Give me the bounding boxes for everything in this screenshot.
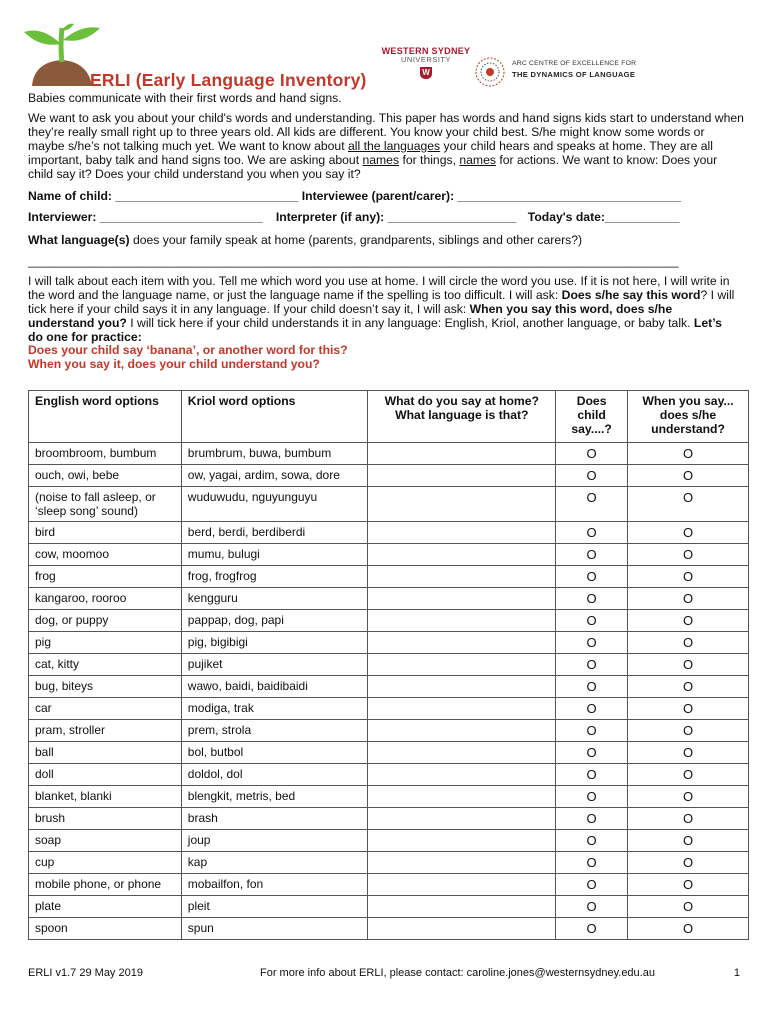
understands-circle[interactable]: O [628, 632, 749, 654]
english-cell: cat, kitty [29, 654, 182, 676]
arc-network-icon [474, 56, 506, 88]
header-home-word: What do you say at home? What language is that? [368, 391, 556, 443]
says-circle[interactable]: O [556, 544, 628, 566]
says-circle[interactable]: O [556, 676, 628, 698]
english-cell: spoon [29, 918, 182, 940]
kriol-cell[interactable]: bol, butbol [181, 742, 368, 764]
kriol-cell[interactable]: wuduwudu, nguyunguyu [181, 487, 368, 522]
kriol-cell[interactable]: pig, bigibigi [181, 632, 368, 654]
kriol-cell[interactable]: ow, yagai, ardim, sowa, dore [181, 465, 368, 487]
kriol-cell[interactable]: modiga, trak [181, 698, 368, 720]
table-row [29, 720, 749, 742]
understands-circle[interactable]: O [628, 698, 749, 720]
kriol-cell[interactable]: mumu, bulugi [181, 544, 368, 566]
home-word-cell[interactable] [368, 830, 556, 852]
understands-circle[interactable]: O [628, 764, 749, 786]
home-word-cell[interactable] [368, 742, 556, 764]
home-word-cell[interactable] [368, 852, 556, 874]
kriol-cell[interactable]: prem, strola [181, 720, 368, 742]
kriol-cell[interactable]: kengguru [181, 588, 368, 610]
understands-circle[interactable]: O [628, 896, 749, 918]
header-kriol: Kriol word options [181, 391, 368, 443]
table-row [29, 918, 749, 940]
home-word-cell[interactable] [368, 610, 556, 632]
table-row [29, 487, 749, 522]
kriol-cell[interactable]: blengkit, metris, bed [181, 786, 368, 808]
home-word-cell[interactable] [368, 720, 556, 742]
home-word-cell[interactable] [368, 544, 556, 566]
home-word-cell[interactable] [368, 786, 556, 808]
table-row [29, 874, 749, 896]
arc-logo [474, 56, 637, 91]
kriol-cell[interactable]: pappap, dog, papi [181, 610, 368, 632]
sprout-logo-icon [22, 22, 100, 86]
wsu-subtitle: UNIVERSITY [400, 55, 451, 64]
says-circle[interactable]: O [556, 808, 628, 830]
languages-question: What language(s) does your family speak at home (parents, grandparents, siblings and other carers?) [28, 233, 583, 247]
home-word-cell[interactable] [368, 654, 556, 676]
english-cell: pram, stroller [29, 720, 182, 742]
english-cell: brush [29, 808, 182, 830]
says-circle[interactable]: O [556, 610, 628, 632]
english-cell: cup [29, 852, 182, 874]
understands-circle[interactable]: O [628, 742, 749, 764]
understands-circle[interactable]: O [628, 654, 749, 676]
table-row [29, 566, 749, 588]
says-circle[interactable]: O [556, 830, 628, 852]
english-cell: (noise to fall asleep, or ‘sleep song’ sound) [29, 487, 182, 522]
table-row [29, 632, 749, 654]
kriol-cell[interactable]: doldol, dol [181, 764, 368, 786]
understands-circle[interactable]: O [628, 487, 749, 522]
says-circle[interactable]: O [556, 522, 628, 544]
says-circle[interactable]: O [556, 918, 628, 940]
understands-circle[interactable]: O [628, 808, 749, 830]
table-row [29, 522, 749, 544]
table-row [29, 896, 749, 918]
arc-line2: THE DYNAMICS OF LANGUAGE [512, 70, 636, 79]
understands-circle[interactable]: O [628, 566, 749, 588]
english-cell: soap [29, 830, 182, 852]
understands-circle[interactable]: O [628, 443, 749, 465]
footer-contact: For more info about ERLI, please contact: caroline.jones@westernsydney.edu.au [260, 967, 655, 979]
intro-paragraph: We want to ask you about your child's words and understanding. This paper has words and hand signs kids start to understand when they’re really small right up to three years old. All kids are different. You know your child best. S/he might know some words or maybe s/he’s not talking much yet. We want to know about all the languages your child hears and speaks at home. They are all important, baby talk and hand signs too. We are asking about names for things, names for actions. We want to know: Does your child say it? Does your child understand you when you say it? [28, 111, 744, 181]
home-word-cell[interactable] [368, 465, 556, 487]
says-circle[interactable]: O [556, 588, 628, 610]
english-cell: broombroom, bumbum [29, 443, 182, 465]
table-row [29, 786, 749, 808]
page-title: ERLI (Early Language Inventory) [90, 70, 367, 90]
kriol-cell[interactable]: pujiket [181, 654, 368, 676]
home-word-cell[interactable] [368, 566, 556, 588]
understands-circle[interactable]: O [628, 676, 749, 698]
table-row [29, 544, 749, 566]
wsu-logo [376, 46, 476, 79]
understands-circle[interactable]: O [628, 588, 749, 610]
kriol-cell[interactable]: mobailfon, fon [181, 874, 368, 896]
understands-circle[interactable]: O [628, 522, 749, 544]
instructions-paragraph: I will talk about each item with you. Tell me which word you use at home. I will circle the word you use. If it is not here, I will write in the word and the language name, or just the language name if the spelling is too difficult. I will ask: Does s/he say this word? I will tick here if your child says it in any language. If your child doesn’t say it, I will ask: When you say this word, does s/he understand you? I will tick here if your child understands it in any language: English, Kriol, another language, or baby talk. Let’s do one for practice: [28, 274, 735, 344]
english-cell: pig [29, 632, 182, 654]
understands-circle[interactable]: O [628, 465, 749, 487]
table-row [29, 676, 749, 698]
table-row [29, 764, 749, 786]
intro-line: Babies communicate with their first words and hand signs. [28, 91, 342, 105]
english-cell: doll [29, 764, 182, 786]
english-cell: mobile phone, or phone [29, 874, 182, 896]
kriol-cell[interactable]: kap [181, 852, 368, 874]
english-cell: bug, biteys [29, 676, 182, 698]
practice-question-2: When you say it, does your child understand you? [28, 357, 320, 371]
kriol-cell[interactable]: brumbrum, buwa, bumbum [181, 443, 368, 465]
home-word-cell[interactable] [368, 632, 556, 654]
home-word-cell[interactable] [368, 443, 556, 465]
understands-circle[interactable]: O [628, 610, 749, 632]
understands-circle[interactable]: O [628, 830, 749, 852]
header-english: English word options [29, 391, 182, 443]
kriol-cell[interactable]: pleit [181, 896, 368, 918]
kriol-cell[interactable]: joup [181, 830, 368, 852]
home-word-cell[interactable] [368, 676, 556, 698]
arc-line1: ARC CENTRE OF EXCELLENCE FOR [512, 60, 637, 67]
home-word-cell[interactable] [368, 764, 556, 786]
home-word-cell[interactable] [368, 808, 556, 830]
english-cell: kangaroo, rooroo [29, 588, 182, 610]
home-word-cell[interactable] [368, 588, 556, 610]
interpreter-field[interactable]: Interpreter (if any): ___________________ [275, 210, 517, 224]
word-table [28, 390, 749, 940]
understands-circle[interactable]: O [628, 544, 749, 566]
says-circle[interactable]: O [556, 852, 628, 874]
says-circle[interactable]: O [556, 764, 628, 786]
kriol-cell[interactable]: frog, frogfrog [181, 566, 368, 588]
english-cell: cow, moomoo [29, 544, 182, 566]
table-row [29, 830, 749, 852]
says-circle[interactable]: O [556, 465, 628, 487]
languages-answer-line[interactable]: ________________________________________________________________________________________________ [28, 254, 679, 268]
practice-question-1: Does your child say ‘banana’, or another word for this? [28, 343, 348, 357]
kriol-cell[interactable]: spun [181, 918, 368, 940]
page-number: 1 [733, 967, 740, 979]
says-circle[interactable]: O [556, 443, 628, 465]
says-circle[interactable]: O [556, 566, 628, 588]
understands-circle[interactable]: O [628, 918, 749, 940]
says-circle[interactable]: O [556, 742, 628, 764]
header-understands: When you say... does s/he understand? [628, 391, 749, 443]
english-cell: bird [29, 522, 182, 544]
understands-circle[interactable]: O [628, 720, 749, 742]
english-cell: ouch, owi, bebe [29, 465, 182, 487]
home-word-cell[interactable] [368, 487, 556, 522]
home-word-cell[interactable] [368, 918, 556, 940]
kriol-cell[interactable]: wawo, baidi, baidibaidi [181, 676, 368, 698]
english-cell: car [29, 698, 182, 720]
says-circle[interactable]: O [556, 786, 628, 808]
says-circle[interactable]: O [556, 698, 628, 720]
wsu-crest-icon: W [420, 67, 432, 79]
says-circle[interactable]: O [556, 896, 628, 918]
says-circle[interactable]: O [556, 632, 628, 654]
home-word-cell[interactable] [368, 896, 556, 918]
english-cell: blanket, blanki [29, 786, 182, 808]
english-cell: frog [29, 566, 182, 588]
kriol-cell[interactable]: brash [181, 808, 368, 830]
understands-circle[interactable]: O [628, 874, 749, 896]
interviewer-row [28, 210, 748, 224]
interviewer-field[interactable]: Interviewer: ________________________ [28, 210, 263, 224]
table-row [29, 654, 749, 676]
date-field[interactable]: Today's date:___________ [527, 210, 680, 224]
says-circle[interactable]: O [556, 874, 628, 896]
understands-circle[interactable]: O [628, 852, 749, 874]
table-row [29, 588, 749, 610]
says-circle[interactable]: O [556, 720, 628, 742]
home-word-cell[interactable] [368, 874, 556, 896]
footer-version: ERLI v1.7 29 May 2019 [28, 967, 143, 979]
english-cell: plate [29, 896, 182, 918]
table-row [29, 698, 749, 720]
english-cell: dog, or puppy [29, 610, 182, 632]
name-interviewee-field[interactable]: Name of child: ___________________________ Interviewee (parent/carer): _________________________________ [28, 189, 682, 203]
says-circle[interactable]: O [556, 654, 628, 676]
home-word-cell[interactable] [368, 698, 556, 720]
says-circle[interactable]: O [556, 487, 628, 522]
table-row [29, 742, 749, 764]
table-row [29, 465, 749, 487]
understands-circle[interactable]: O [628, 786, 749, 808]
kriol-cell[interactable]: berd, berdi, berdiberdi [181, 522, 368, 544]
table-header-row [29, 391, 749, 443]
table-row [29, 808, 749, 830]
wsu-name: WESTERN SYDNEY [381, 46, 471, 56]
table-row [29, 610, 749, 632]
table-row [29, 852, 749, 874]
english-cell: ball [29, 742, 182, 764]
table-row [29, 443, 749, 465]
home-word-cell[interactable] [368, 522, 556, 544]
header-says: Does child say....? [556, 391, 628, 443]
